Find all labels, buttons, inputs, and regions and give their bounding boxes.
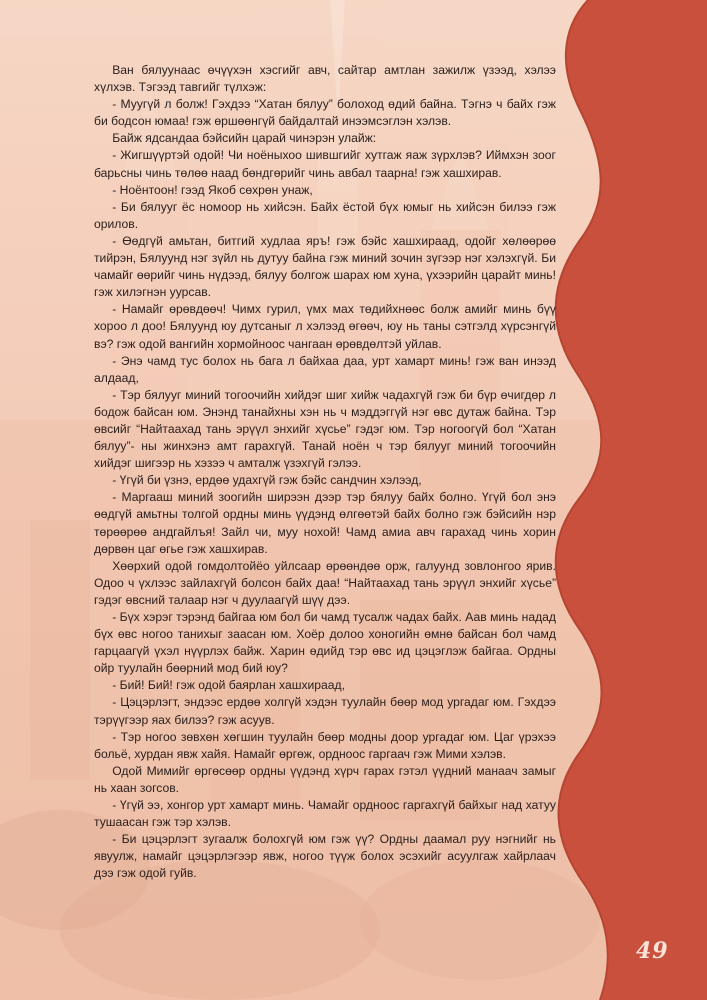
page-number: 49 <box>636 938 669 964</box>
paragraph: - Намайг өрөвдөөч! Чимх гурил, үмх мах төдийхнөөс болж амийг минь бүү хороо л доо! Бялуунд юу дутсаныг л хэлээд өгөөч, юу нь таны сэтгэлд хүрсэнгүй вэ? гэж одой вангийн хормойноос чангаан өрөвдөлтэй уйлав. <box>94 302 556 351</box>
paragraph: - Өөдгүй амьтан, битгий худлаа яръ! гэж бэйс хашхираад, одойг хөлөөрөө тийрэн, Бялуунд нэг зүйл нь дутуу байна гэж миний зочин зүгээр нэг хэлэхгүй. Би чамайг өөрийг чинь нүдээд, бялуу болгож шарах юм хуна, үхээрийн царайт минь! гэж хилэгнэн уурсав. <box>94 233 556 300</box>
paragraph: - Муугүй л болж! Гэхдээ “Хатан бялуу” болоход өдий байна. Тэгнэ ч байх гэж би бодсон юмаа! гэж өршөөнгүй байдалтай инээмсэглэн хэлэв. <box>94 97 556 129</box>
paragraph: - Би цэцэрлэгт зугаалж болохгүй юм гэж үү? Ордны даамал руу нэгнийг нь явуулж, намайг цэцэрлэгээр явж, ногоо түүж болох эсэхийг асуулгаж хайрлаач дээ гэж одой гуйв. <box>94 832 556 881</box>
paragraph: Ван бялуунаас өчүүхэн хэсгийг авч, сайтар амтлан зажилж үзээд, хэлээ хүлхэв. Тэгээд тавгийг түлхэж: <box>94 63 556 95</box>
paragraph: - Үгүй би үзнэ, ердөө удахгүй гэж бэйс сандчин хэлээд, <box>94 473 422 488</box>
paragraph: - Тэр бялууг миний тогоочийн хийдэг шиг хийж чадахгүй гэж би бүр өчигдөр л бодож байсан юм. Энэнд танайхны хэн нь ч мэддэггүй нэг өвс дутаж байна. Тэр өвсийг “Найтаахад тань эрүүл энхийг хүсье” гэдэг юм. Тэр ногоогүй бол “Хатан бялуу”- ны жинхэнэ амт гарахгүй. Танай ноён ч тэр бялууг миний тогоочийн хийдэг шигээр нь хэзээ ч амталж үзэхгүй гэлээ. <box>94 387 556 471</box>
paragraph: - Үгүй ээ, хонгор урт хамарт минь. Чамайг ордноос гаргахгүй байхыг над хатуу тушаасан гэж тэр хэлэв. <box>94 798 556 830</box>
paragraph: - Тэр ногоо зөвхөн хөгшин туулайн бөөр модны доор ургадаг юм. Цаг үрэхээ больё, хурдан явж хайя. Намайг өргөж, ордноос гаргаач гэж Мими хэлэв. <box>94 729 556 761</box>
paragraph: - Энэ чамд тус болох нь бага л байхаа даа, урт хамарт минь! гэж ван инээд алдаад, <box>94 353 556 385</box>
paragraph: - Би бялууг ёс номоор нь хийсэн. Байх ёстой бүх юмыг нь хийсэн билээ гэж орилов. <box>94 199 556 231</box>
paragraph: - Маргааш миний зоогийн ширээн дээр тэр бялуу байх болно. Үгүй бол энэ өөдгүй амьтны толгой ордны минь үүдэнд өлгөөтэй байх болно гэж бэйсийн нэр төрөөрөө андгайлъя! Зайл чи, муу нохой! Чамд амиа авч гарахад чинь хорин дөрвөн цаг өгье гэж хашхирав. <box>94 490 556 556</box>
paragraph: - Цэцэрлэгт, эндээс ердөө холгүй хэдэн туулайн бөөр мод ургадаг юм. Гэхдээ тэрүүгээр яах билээ? гэж асуув. <box>94 695 556 727</box>
paragraph: - Жигшүүртэй одой! Чи ноёныхоо шившгийг хутгаж яаж зүрхлэв? Иймхэн зоог барьсны чинь төлөө наад бөндгөрийг чинь авбал таарна! гэж хашхирав. <box>94 148 556 180</box>
paragraph: - Ноёнтоон! гээд Якоб сөхрөн унаж, <box>94 182 313 197</box>
paragraph: - Бүх хэрэг тэрэнд байгаа юм бол би чамд тусалж чадах байх. Аав минь надад бүх өвс ногоо танихыг заасан юм. Хоёр долоо хоногийн өмнө байсан бол чамд гарцаагүй үхэл нүүрлэх байж. Харин өдийд тэр өвс ид цэцэглэж байгаа. Ордны ойр туулайн бөөрний мод бий юу? <box>94 610 556 676</box>
paragraph: - Бий! Бий! гэж одой баярлан хашхираад, <box>94 678 346 693</box>
paragraph: Одой Мимийг өргөсөөр ордны үүдэнд хүрч гарах гэтэл үүдний манаач замыг нь хаан зогсов. <box>94 763 556 795</box>
paragraph: Байж ядсандаа бэйсийн царай чинэрэн улайж: <box>94 131 377 146</box>
story-text-block <box>94 62 556 883</box>
paragraph: Хөөрхий одой гомдолтойёо уйлсаар өрөөндөө орж, галуунд зовлонгоо ярив. Одоо ч үхлээс зайлахгүй болсон байх даа! “Найтаахад тань эрүүл энхийг хүсье” гэдэг өвсний талаар нэг ч дуулаагүй шүү дээ. <box>94 558 556 607</box>
